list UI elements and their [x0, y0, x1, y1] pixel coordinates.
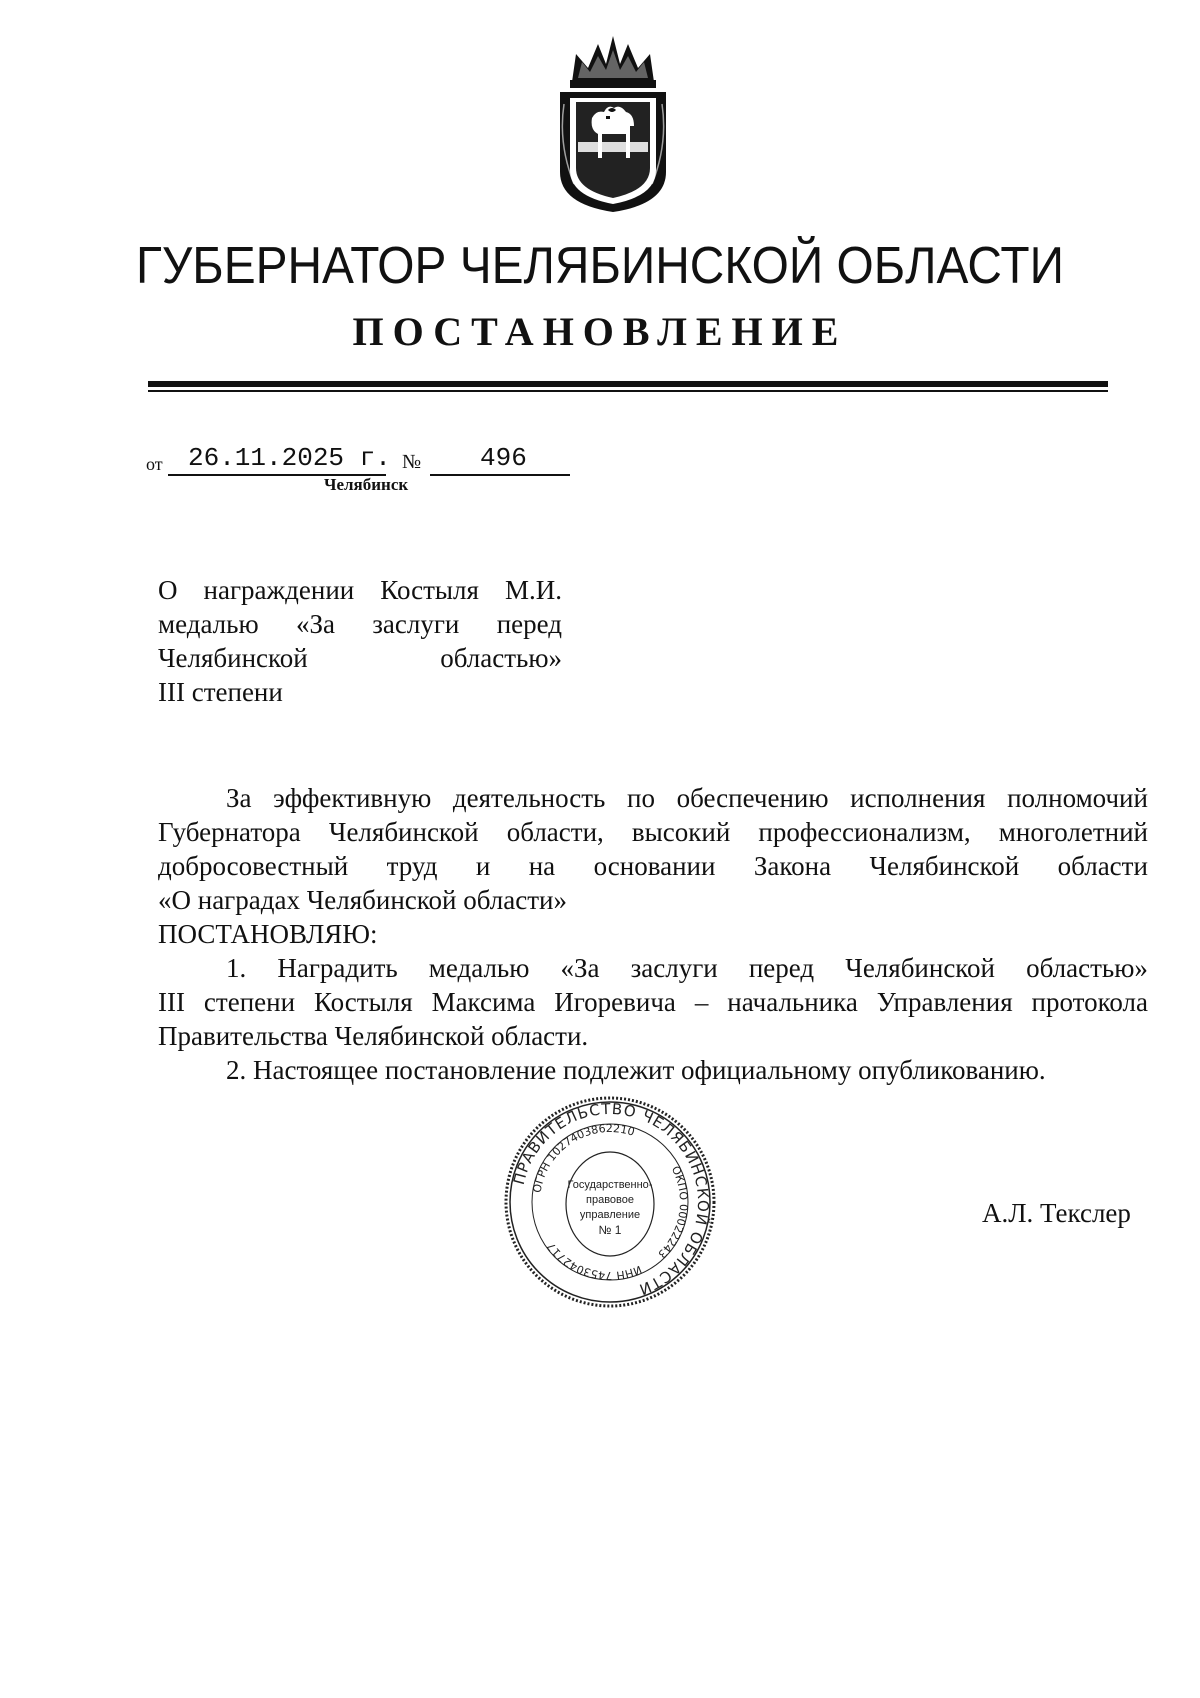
preamble-line — [158, 815, 1148, 849]
stamp-center-line: Государственно- — [567, 1179, 653, 1191]
document-date: 26.11.2025 г. — [188, 443, 391, 473]
official-seal-stamp — [500, 1092, 720, 1312]
body-word: перед — [748, 953, 815, 983]
subject-word: III степени — [158, 677, 283, 707]
body-word: Челябинской — [869, 851, 1020, 881]
subject-word: награждении — [203, 575, 355, 605]
body-word: Костыля — [313, 987, 413, 1017]
body-word: Управления — [876, 987, 1013, 1017]
body-word: «За — [560, 953, 600, 983]
subject-word: областью» — [440, 643, 562, 673]
subject-word: заслуги — [372, 609, 460, 639]
preamble-line — [158, 849, 1148, 883]
header-divider-thin — [148, 390, 1108, 392]
subject-word: «За — [295, 609, 335, 639]
body-word: труд — [386, 851, 438, 881]
stamp-center-line: № 1 — [598, 1223, 622, 1237]
preamble-word: исполнения — [850, 783, 986, 813]
coat-of-arms-emblem — [554, 34, 672, 214]
subject-word: М.И. — [504, 575, 562, 605]
stamp-center-line: управление — [579, 1209, 641, 1221]
document-type: ПОСТАНОВЛЕНИЕ — [352, 309, 848, 354]
subject-word: медалью — [158, 609, 259, 639]
body-word: Игоревича — [554, 987, 676, 1017]
preamble-word: по — [627, 783, 655, 813]
subject-line — [158, 641, 562, 675]
body-word: 1. — [226, 953, 247, 983]
decree-word: ПОСТАНОВЛЯЮ: — [158, 919, 378, 949]
preamble-word: полномочий — [1007, 783, 1148, 813]
body-word: области, — [506, 817, 604, 847]
number-underline — [430, 474, 570, 476]
signatory-name: А.Л. Текслер — [982, 1198, 1131, 1228]
body-word: протокола — [1031, 987, 1148, 1017]
body-word: степени — [203, 987, 296, 1017]
stamp-okpo: ОКПО 00022243 — [655, 1164, 691, 1261]
body-word: Максима — [431, 987, 536, 1017]
subject-word: О — [158, 575, 178, 605]
body-word: области — [1057, 851, 1148, 881]
header-divider-thick — [148, 381, 1108, 387]
svg-text:ИНН 7453042717 — [544, 1240, 643, 1282]
subject-word: Костыля — [380, 575, 479, 605]
item-1-line: Правительства Челябинской области. — [158, 1021, 589, 1051]
body-word: основании — [593, 851, 716, 881]
stamp-outer-text: ПРАВИТЕЛЬСТВО ЧЕЛЯБИНСКОЙ ОБЛАСТИ — [509, 1099, 713, 1299]
body-word: Закона — [753, 851, 832, 881]
preamble-word: За — [226, 783, 252, 813]
body-word: областью» — [1026, 953, 1148, 983]
body-word: многолетний — [998, 817, 1148, 847]
body-word: Челябинской — [845, 953, 996, 983]
preamble-block — [158, 781, 1148, 1087]
body-word: Челябинской — [328, 817, 479, 847]
body-word: – — [694, 987, 709, 1017]
number-prefix: № — [402, 451, 422, 473]
document-number: 496 — [480, 443, 527, 473]
preamble-word: деятельность — [452, 783, 606, 813]
item-2: 2. Настоящее постановление подлежит официальному опубликованию. — [226, 1055, 1046, 1085]
body-word: Губернатора — [158, 817, 301, 847]
body-word: III — [158, 987, 185, 1017]
preamble-word: обеспечению — [676, 783, 829, 813]
subject-word: перед — [496, 609, 562, 639]
subject-line — [158, 573, 562, 607]
body-word: заслуги — [630, 953, 718, 983]
body-word: высокий — [631, 817, 731, 847]
body-word: профессионализм, — [758, 817, 971, 847]
item-1-line — [158, 951, 1148, 985]
item-1-line — [158, 985, 1148, 1019]
subject-line — [158, 607, 562, 641]
body-word: и — [475, 851, 491, 881]
body-word: на — [528, 851, 556, 881]
preamble-word: эффективную — [273, 783, 432, 813]
document-city: Челябинск — [324, 475, 409, 494]
stamp-inn: ИНН 7453042717 — [544, 1239, 644, 1283]
body-word: медалью — [428, 953, 530, 983]
stamp-ogrn: ОГРН 1027403862210 — [530, 1121, 637, 1194]
preamble-line: «О наградах Челябинской области» — [158, 885, 567, 915]
subject-word: Челябинской — [158, 643, 308, 673]
body-word: Наградить — [277, 953, 398, 983]
body-word: добросовестный — [158, 851, 349, 881]
document-title: ГУБЕРНАТОР ЧЕЛЯБИНСКОЙ ОБЛАСТИ — [136, 237, 1064, 295]
date-prefix: от — [146, 454, 163, 474]
document-subject — [158, 573, 562, 709]
body-word: начальника — [727, 987, 858, 1017]
subject-line — [158, 675, 562, 709]
stamp-center-line: правовое — [586, 1194, 634, 1206]
